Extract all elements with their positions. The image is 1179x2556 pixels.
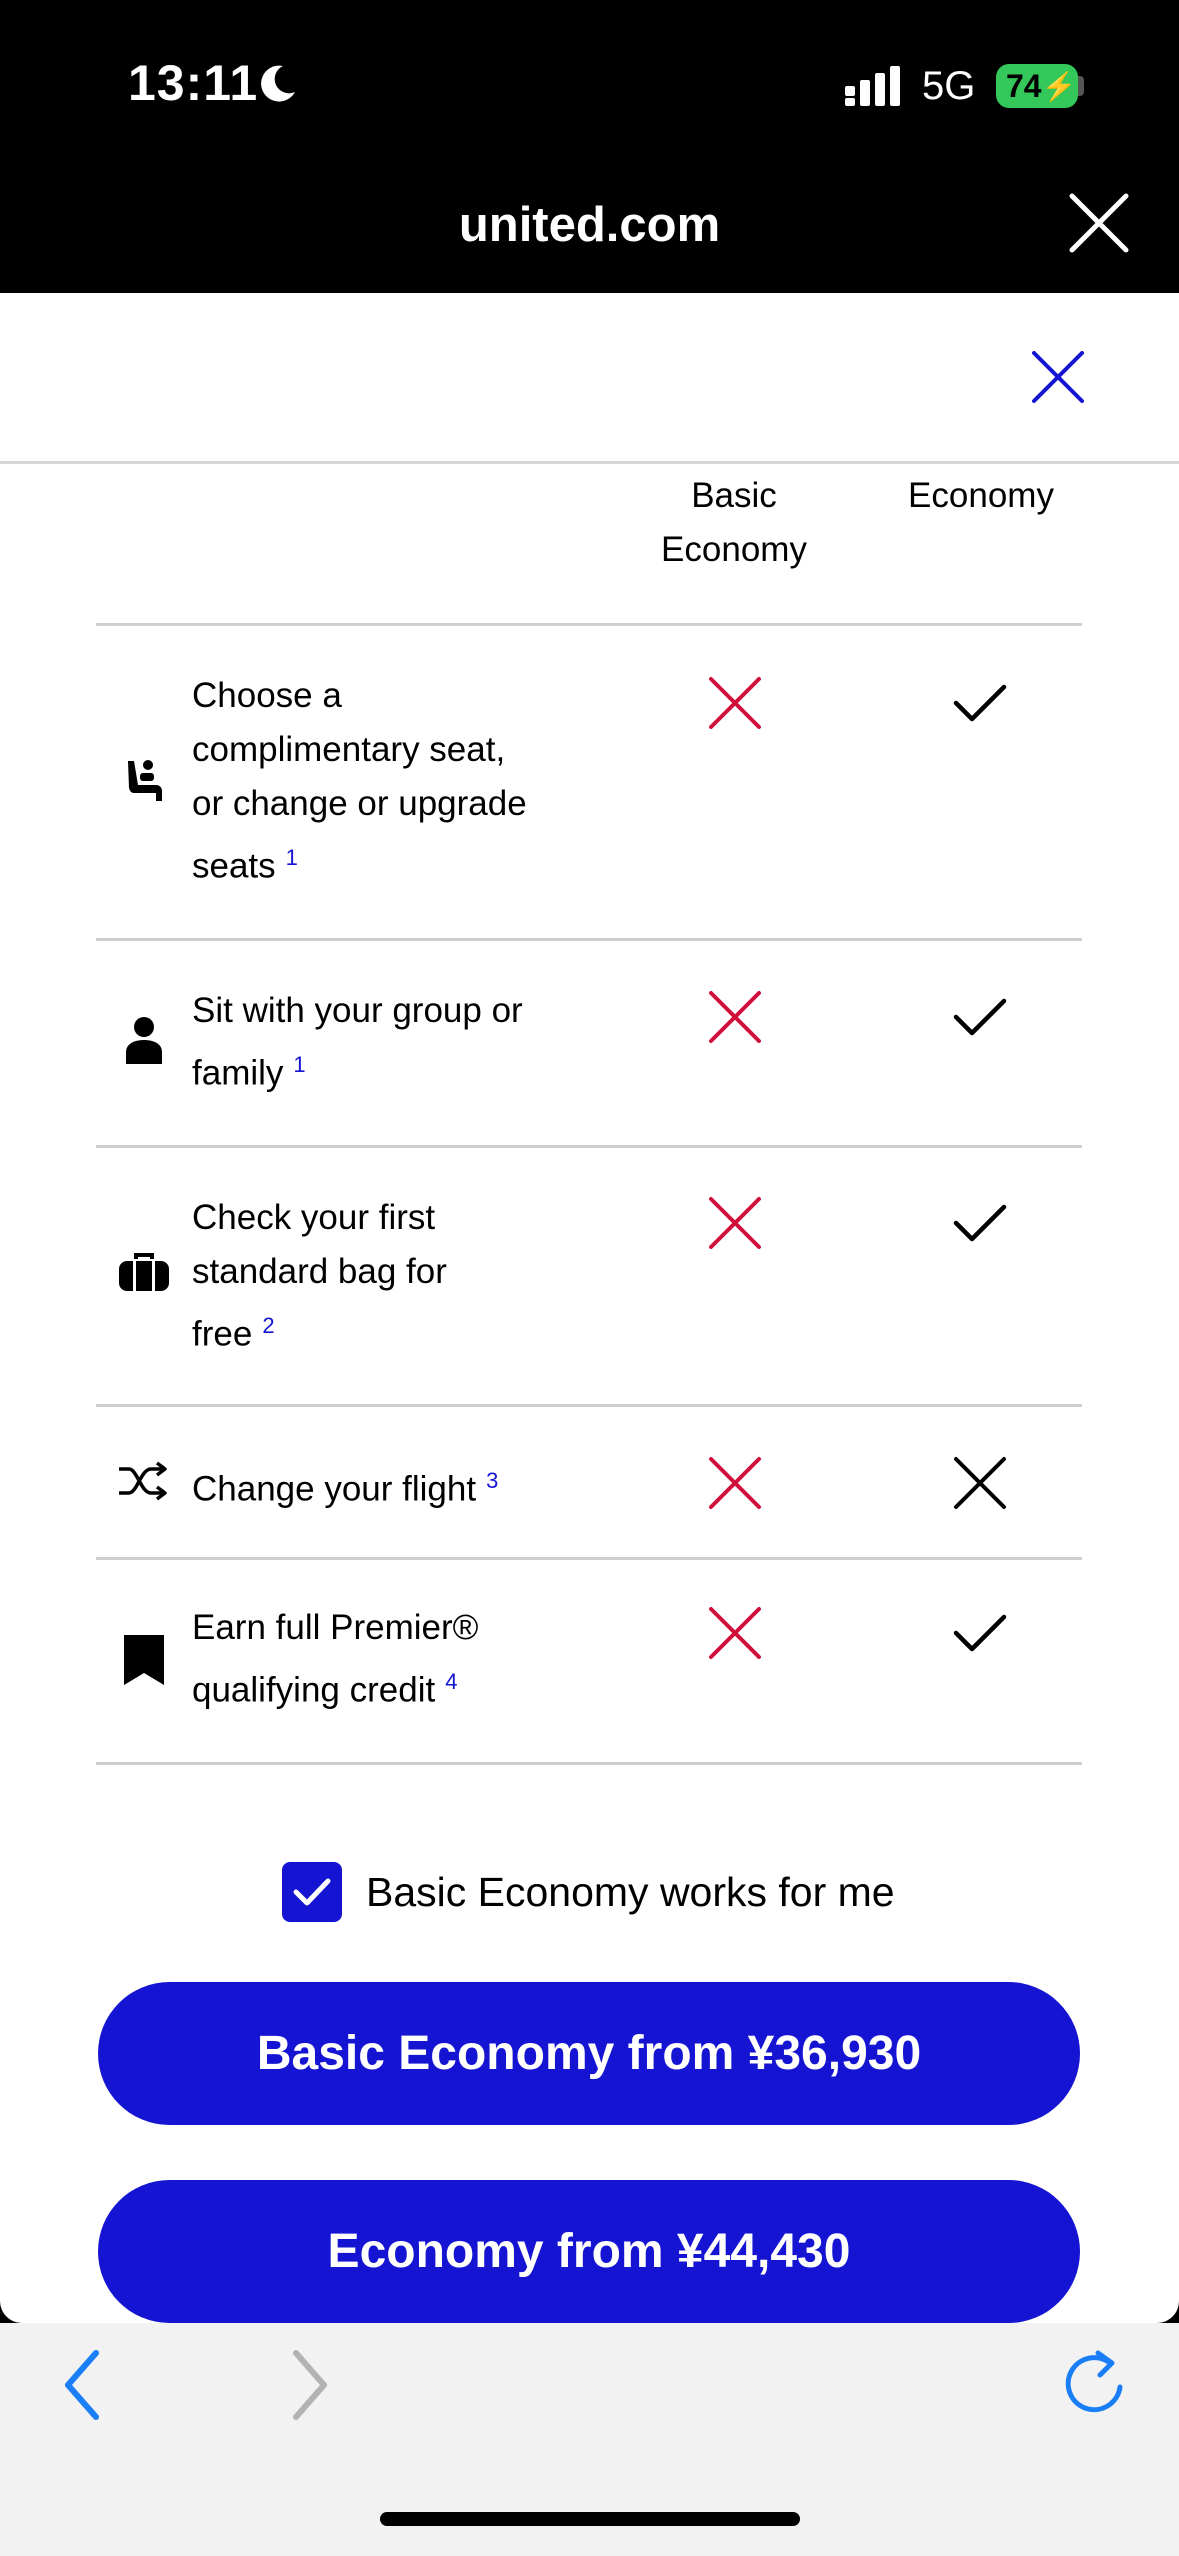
feature-line: free	[192, 1314, 253, 1354]
feature-line: or change or upgrade	[192, 784, 527, 823]
feature-line: seats	[192, 846, 276, 886]
row-divider	[96, 1145, 1082, 1148]
confirm-label[interactable]: Basic Economy works for me	[366, 1869, 895, 1915]
feature-line: Sit with your group or	[192, 991, 523, 1030]
feature-line: Earn full Premier®	[192, 1608, 479, 1647]
charging-icon: ⚡	[1041, 70, 1077, 102]
footnote-link[interactable]: 2	[262, 1313, 275, 1338]
economy-select-button[interactable]: Economy from ¥44,430	[98, 2180, 1080, 2323]
not-included-icon	[952, 1455, 1008, 1511]
feature-label-group	[192, 984, 523, 1101]
back-icon[interactable]	[62, 2349, 102, 2421]
signal-icon	[845, 66, 905, 106]
not-included-icon	[707, 1195, 763, 1251]
not-included-icon	[707, 1605, 763, 1661]
close-browser-icon[interactable]	[1066, 190, 1132, 256]
column-header-line: Economy	[661, 530, 807, 569]
feature-line: Check your first	[192, 1198, 436, 1237]
reload-icon[interactable]	[1060, 2349, 1130, 2419]
row-divider	[96, 1762, 1082, 1765]
checkmark-icon	[282, 1862, 342, 1922]
basic-economy-select-button[interactable]: Basic Economy from ¥36,930	[98, 1982, 1080, 2125]
home-indicator[interactable]	[380, 2512, 800, 2526]
close-modal-icon[interactable]	[1030, 349, 1086, 405]
battery-indicator	[996, 64, 1078, 108]
moon-icon	[255, 62, 299, 106]
basic-economy-confirm-checkbox[interactable]	[282, 1862, 342, 1922]
forward-icon[interactable]	[290, 2349, 330, 2421]
row-divider	[96, 938, 1082, 941]
feature-label-premier	[192, 1601, 478, 1718]
status-bar	[0, 0, 1179, 175]
included-check-icon	[952, 1195, 1008, 1251]
sheet-header	[0, 293, 1179, 464]
included-check-icon	[952, 1605, 1008, 1661]
footnote-link[interactable]: 3	[486, 1468, 499, 1493]
feature-line: Choose a	[192, 676, 342, 715]
footnote-link[interactable]: 1	[293, 1052, 306, 1077]
column-header-basic-economy	[634, 469, 834, 577]
included-check-icon	[952, 675, 1008, 731]
feature-line: family	[192, 1053, 284, 1093]
row-divider	[96, 623, 1082, 626]
browser-header	[0, 175, 1179, 293]
feature-line: qualifying credit	[192, 1670, 436, 1710]
person-icon	[124, 1016, 164, 1064]
shuffle-icon	[117, 1461, 169, 1501]
row-divider	[96, 1557, 1082, 1560]
not-included-icon	[707, 675, 763, 731]
feature-label-seat	[192, 669, 527, 894]
feature-line: standard bag for	[192, 1252, 447, 1291]
status-time: 13:11	[128, 55, 259, 111]
feature-label-change	[192, 1454, 498, 1517]
battery-level: 74	[1006, 67, 1042, 104]
column-header-line: Economy	[908, 476, 1054, 515]
row-divider	[96, 1404, 1082, 1407]
page-url[interactable]: united.com	[458, 198, 721, 252]
feature-line: Change your flight	[192, 1469, 477, 1509]
bookmark-icon	[124, 1635, 164, 1685]
network-type: 5G	[922, 64, 976, 108]
battery-tip	[1078, 76, 1084, 96]
baggage-icon	[119, 1253, 169, 1293]
column-header-economy	[881, 469, 1081, 523]
footnote-link[interactable]: 1	[285, 845, 298, 870]
column-header-line: Basic	[691, 476, 777, 515]
seat-icon	[122, 757, 166, 805]
not-included-icon	[707, 1455, 763, 1511]
feature-label-bag	[192, 1191, 447, 1362]
fare-comparison-sheet	[0, 293, 1179, 2323]
footnote-link[interactable]: 4	[445, 1669, 458, 1694]
included-check-icon	[952, 989, 1008, 1045]
not-included-icon	[707, 989, 763, 1045]
feature-line: complimentary seat,	[192, 730, 506, 769]
